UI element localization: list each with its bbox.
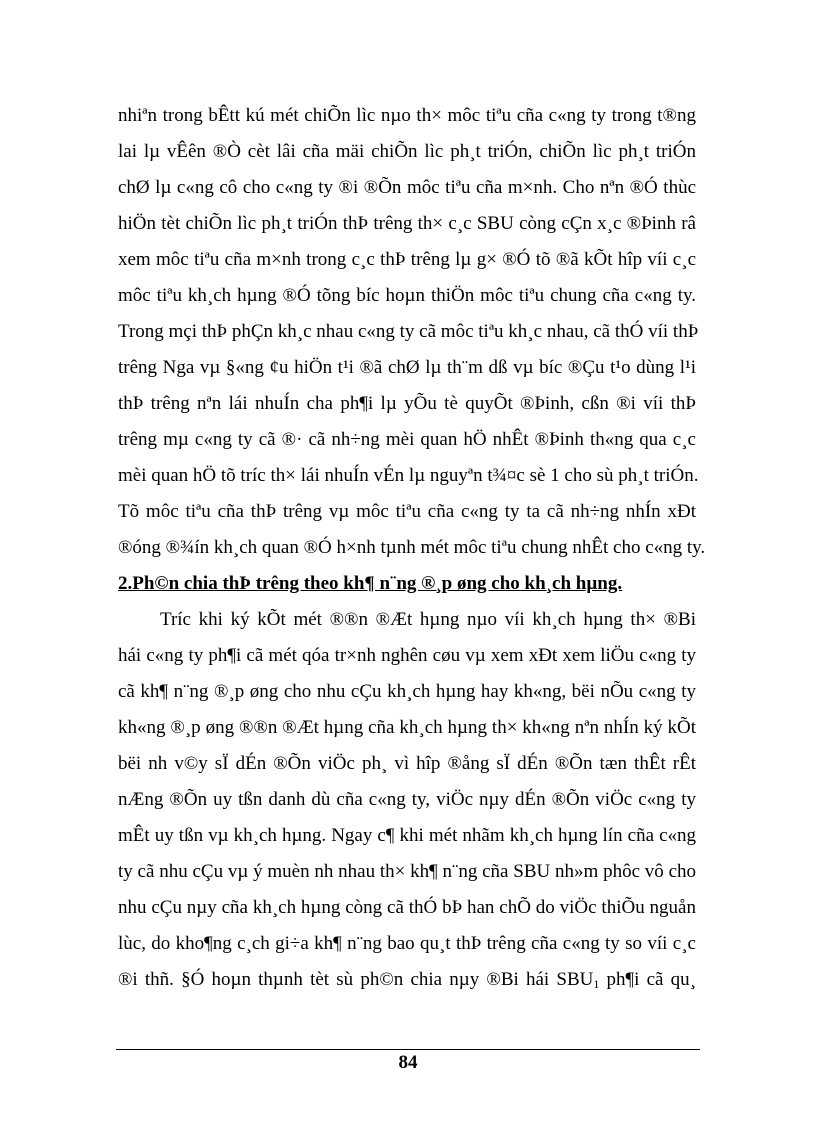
paragraph-line: Tríc khi ký kÕt mét ®®n ®Æt hµng nµo víi kh¸ch hµng th× ®Bi xyxy=(160,609,696,630)
paragraph-line: Tõ môc tiªu cña thÞ trêng vµ môc tiªu cña c«ng ty ta cã nh÷ng nhÍn xÐt xyxy=(118,501,696,522)
footer-divider xyxy=(116,1049,700,1050)
paragraph-line: nhu cÇu nµy cña kh¸ch hµng còng cã thÓ bÞ han chÕ do viÖc thiÕu nguån xyxy=(118,897,696,918)
paragraph-line-tail: ph¶i cã qu¸ xyxy=(599,969,696,990)
paragraph-line: ®óng ®¾ín kh¸ch quan ®Ó h×nh tµnh mét môc tiªu chung nhÊt cho c«ng ty. xyxy=(118,537,706,558)
paragraph-line: nÆng ®Õn uy tßn danh dù cña c«ng ty, viÖc nµy dÉn ®Õn viÖc c«ng ty xyxy=(118,789,696,810)
paragraph-line: trêng Nga vµ §«ng ¢u hiÖn t¹i ®ã chØ lµ th¨m dß vµ bíc ®Çu t¹o dùng l¹i xyxy=(118,357,696,378)
section-heading: 2.Ph©n chia thÞ trêng theo kh¶ n¨ng ®¸p øng cho kh¸ch hµng. xyxy=(118,573,623,594)
paragraph-line: ty cã nhu cÇu vµ ý muèn nh nhau th× kh¶ n¨ng cña SBU nh»m phôc vô cho xyxy=(118,861,696,882)
paragraph-line: Trong mçi thÞ phÇn kh¸c nhau c«ng ty cã môc tiªu kh¸c nhau, cã thÓ víi thÞ xyxy=(118,321,699,342)
paragraph-line: môc tiªu kh¸ch hµng ®Ó tõng bíc hoµn thiÖn môc tiªu chung cña c«ng ty. xyxy=(118,285,696,306)
paragraph-line: mÊt uy tßn vµ kh¸ch hµng. Ngay c¶ khi mét nhãm kh¸ch hµng lín cña c«ng xyxy=(118,825,696,846)
paragraph-line: hiÖn tèt chiÕn lìc ph¸t triÓn thÞ trêng th× c¸c SBU còng cÇn x¸c ®Þinh râ xyxy=(118,213,696,234)
paragraph-line-text: ®i thñ. §Ó hoµn thµnh tèt sù ph©n chia nµy ®Bi hái SBU xyxy=(118,969,594,990)
paragraph-line: thÞ trêng nªn lái nhuÍn cha ph¶i lµ yÕu tè quyÕt ®Þinh, cßn ®i víi thÞ xyxy=(118,393,696,414)
paragraph-line: xem môc tiªu cña m×nh trong c¸c thÞ trêng lµ g× ®Ó tõ ®ã kÕt hîp víi c¸c xyxy=(118,249,696,270)
paragraph-line: bëi nh v©y sÏ dÉn ®Õn viÖc ph¸ vì hîp ®ång sÏ dÉn ®Õn tæn thÊt rÊt xyxy=(118,753,696,774)
paragraph-line: kh«ng ®¸p øng ®®n ®Æt hµng cña kh¸ch hµng th× kh«ng nªn nhÍn ký kÕt xyxy=(118,717,696,738)
paragraph-line: nhiªn trong bÊtt kú mét chiÕn lìc nµo th× môc tiªu cña c«ng ty trong t®ng xyxy=(118,105,696,126)
paragraph-line: hái c«ng ty ph¶i cã mét qóa tr×nh nghên cøu vµ xem xÐt xem liÖu c«ng ty xyxy=(118,645,696,666)
paragraph-line: lai lµ vÊên ®Ò cèt lâi cña mäi chiÕn lìc ph¸t triÓn, chiÕn lìc ph¸t triÓn xyxy=(118,141,696,162)
paragraph-line: chØ lµ c«ng cô cho c«ng ty ®i ®Õn môc tiªu cña m×nh. Cho nªn ®Ó thùc xyxy=(118,177,696,198)
subscript: 1 xyxy=(593,977,600,991)
page-number: 84 xyxy=(398,1052,418,1073)
paragraph-line: lùc, do kho¶ng c¸ch gi÷a kh¶ n¨ng bao qu¸t thÞ trêng cña c«ng ty so víi c¸c xyxy=(118,933,696,954)
paragraph-line: trêng mµ c«ng ty cã ®· cã nh÷ng mèi quan hÖ nhÊt ®Þinh th«ng qua c¸c xyxy=(118,429,696,450)
paragraph-line: cã kh¶ n¨ng ®¸p øng cho nhu cÇu kh¸ch hµng hay kh«ng, bëi nÕu c«ng ty xyxy=(118,681,696,702)
paragraph-line: mèi quan hÖ tõ tríc th× lái nhuÍn vÉn lµ nguyªn t¾¤c sè 1 cho sù ph¸t triÓn. xyxy=(118,465,699,486)
paragraph-line-last xyxy=(118,968,696,992)
